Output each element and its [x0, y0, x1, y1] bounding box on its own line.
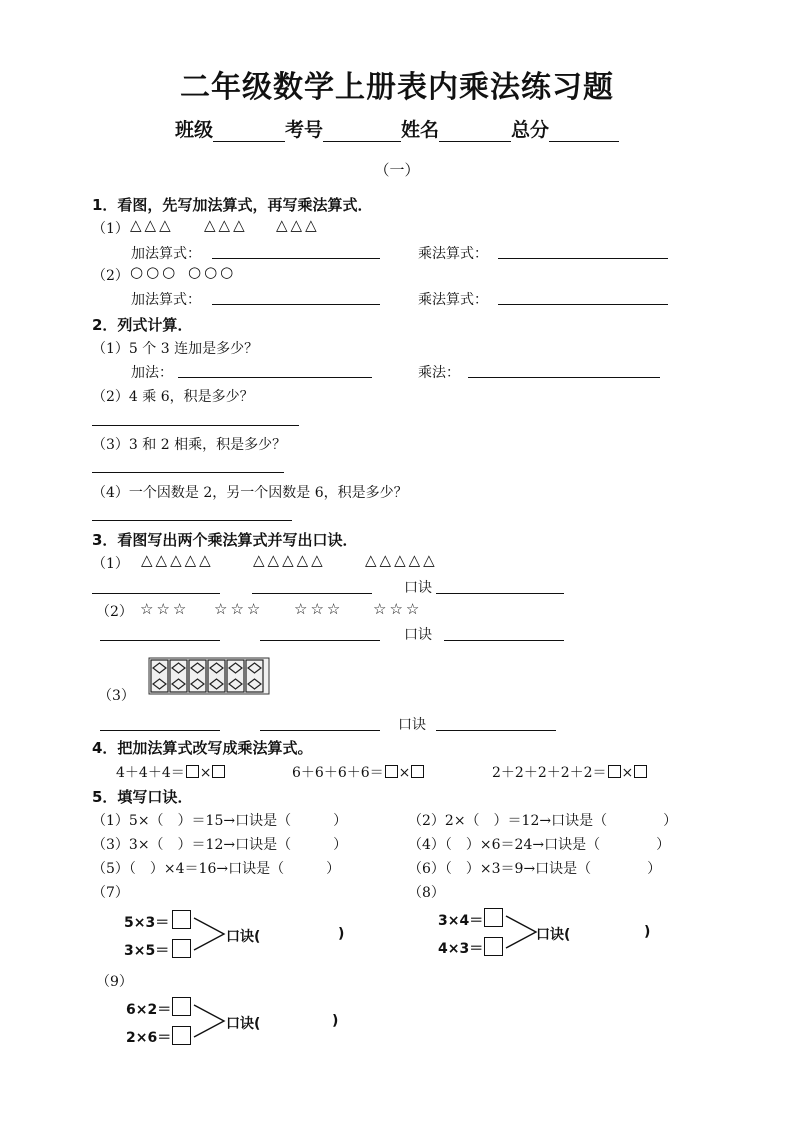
s3-q2-label: （2）: [96, 604, 133, 620]
section-2-heading: 2．列式计算．: [92, 316, 193, 334]
s3-q2-stars-b: ☆☆☆: [214, 600, 264, 618]
s1-q1-mul-blank[interactable]: [498, 258, 668, 259]
diamond-cards-icon: [148, 657, 270, 695]
s1-q2-mul-blank[interactable]: [498, 304, 668, 305]
s3-q1-blank-1[interactable]: [92, 593, 220, 594]
s3-q2-stars-d: ☆☆☆: [373, 600, 423, 618]
s3-q2-koujue-blank[interactable]: [444, 640, 564, 641]
answer-box[interactable]: [484, 937, 503, 956]
s1-q1-add-label: 加法算式：: [131, 246, 201, 262]
times-sign: ×: [199, 765, 212, 781]
s1-q1-add-blank[interactable]: [212, 258, 380, 259]
s5-item-4: （4）（ ）×6＝24→口诀是（ ）: [408, 837, 671, 853]
s2-q3-blank[interactable]: [92, 472, 284, 473]
s2-q1-mul-label: 乘法：: [418, 365, 460, 381]
s1-q1-label: （1）: [92, 221, 129, 237]
exam-no-label: 考号: [284, 119, 323, 141]
s5-q7-diagram: [124, 910, 364, 960]
s4-item-3-text: 2＋2＋2＋2＋2＝: [492, 765, 607, 781]
answer-box[interactable]: [212, 765, 225, 778]
s1-q1-triangles-c: △△△: [276, 216, 320, 234]
s1-q1-triangles-a: △△△: [130, 216, 174, 234]
s1-q2-add-label: 加法算式：: [131, 292, 201, 308]
answer-box[interactable]: [172, 997, 191, 1016]
s5-q9-label: （9）: [96, 974, 133, 990]
s3-q1-koujue-label: 口诀: [404, 580, 432, 596]
s2-q3-text: （3）3 和 2 相乘，积是多少？: [92, 437, 287, 453]
s3-q3-koujue-blank[interactable]: [436, 730, 556, 731]
s5-item-1: （1）5×（ ）＝15→口诀是（ ）: [92, 813, 348, 829]
s5-q7-eq-2: 3×5＝: [124, 943, 170, 959]
s5-q8-koujue: 口诀(: [536, 927, 571, 943]
s3-q3-koujue-label: 口诀: [398, 717, 426, 733]
s3-q3-card-picture: [148, 657, 270, 695]
s1-q1-triangles-b: △△△: [204, 216, 248, 234]
s5-q8-eq-1: 3×4＝: [438, 913, 484, 929]
s5-q9-koujue: 口诀(: [226, 1016, 261, 1032]
s2-q1-add-blank[interactable]: [178, 377, 372, 378]
s5-q9-eq-1: 6×2＝: [126, 1002, 172, 1018]
section-5-heading: 5．填写口诀．: [92, 788, 193, 806]
section-1-heading: 1．看图，先写加法算式，再写乘法算式．: [92, 196, 373, 214]
section-4-heading: 4．把加法算式改写成乘法算式。: [92, 739, 313, 757]
times-sign: ×: [398, 765, 411, 781]
s2-q2-text: （2）4 乘 6，积是多少？: [92, 389, 254, 405]
s3-q2-koujue-label: 口诀: [404, 627, 432, 643]
s1-q2-circles-a: ○○○: [130, 263, 179, 281]
s5-item-6: （6）（ ）×3＝9→口诀是（ ）: [408, 861, 662, 877]
s4-item-2: [292, 762, 425, 782]
s5-q7-koujue-close: ): [338, 926, 345, 942]
answer-box[interactable]: [608, 765, 621, 778]
s4-item-2-text: 6＋6＋6＋6＝: [292, 765, 384, 781]
s5-q8-koujue-close: ): [644, 924, 651, 940]
s5-q7-koujue: 口诀(: [226, 929, 261, 945]
class-blank[interactable]: [213, 123, 285, 142]
s5-q9-diagram: [126, 997, 366, 1047]
s3-q3-blank-1[interactable]: [100, 730, 220, 731]
bracket-arrow-icon: [504, 914, 540, 950]
s4-item-3: [492, 762, 648, 782]
times-sign: ×: [621, 765, 634, 781]
score-label: 总分: [511, 119, 550, 141]
s5-q9-koujue-close: ): [332, 1013, 339, 1029]
s5-q8-label: （8）: [408, 885, 445, 901]
s5-q9-eq-2: 2×6＝: [126, 1030, 172, 1046]
s3-q2-stars-c: ☆☆☆: [294, 600, 344, 618]
answer-box[interactable]: [411, 765, 424, 778]
bracket-arrow-icon: [192, 1003, 228, 1039]
s2-q2-blank[interactable]: [92, 425, 299, 426]
s2-q4-blank[interactable]: [92, 520, 292, 521]
section-3-heading: 3．看图写出两个乘法算式并写出口诀．: [92, 531, 358, 549]
s1-q1-mul-label: 乘法算式：: [418, 246, 488, 262]
s3-q1-triangles-c: △△△△△: [365, 551, 438, 569]
s5-q7-label: （7）: [92, 885, 129, 901]
s1-q2-mul-label: 乘法算式：: [418, 292, 488, 308]
s5-item-2: （2）2×（ ）＝12→口诀是（ ）: [408, 813, 678, 829]
s5-item-5: （5）（ ）×4＝16→口诀是（ ）: [92, 861, 341, 877]
s2-q1-mul-blank[interactable]: [468, 377, 660, 378]
answer-box[interactable]: [186, 765, 199, 778]
s3-q3-blank-2[interactable]: [260, 730, 380, 731]
class-label: 班级: [174, 119, 213, 141]
s3-q2-stars-a: ☆☆☆: [140, 600, 190, 618]
student-info-row: [0, 115, 794, 142]
s3-q2-blank-1[interactable]: [100, 640, 220, 641]
answer-box[interactable]: [172, 939, 191, 958]
answer-box[interactable]: [172, 910, 191, 929]
s3-q3-label: （3）: [98, 688, 135, 704]
exam-no-blank[interactable]: [323, 123, 401, 142]
s2-q4-text: （4）一个因数是 2，另一个因数是 6，积是多少？: [92, 485, 408, 501]
s1-q2-label: （2）: [92, 268, 129, 284]
s3-q1-koujue-blank[interactable]: [436, 593, 564, 594]
s5-q8-eq-2: 4×3＝: [438, 941, 484, 957]
score-blank[interactable]: [549, 123, 619, 142]
name-blank[interactable]: [439, 123, 511, 142]
s3-q1-label: （1）: [92, 556, 129, 572]
s3-q1-triangles-b: △△△△△: [253, 551, 326, 569]
s3-q1-blank-2[interactable]: [252, 593, 372, 594]
answer-box[interactable]: [484, 908, 503, 927]
answer-box[interactable]: [634, 765, 647, 778]
s5-item-3: （3）3×（ ）＝12→口诀是（ ）: [92, 837, 348, 853]
name-label: 姓名: [401, 119, 440, 141]
s3-q2-blank-2[interactable]: [260, 640, 380, 641]
section-subtitle: （一）: [374, 161, 420, 179]
s1-q2-circles-b: ○○○: [188, 263, 237, 281]
s3-q1-triangles-a: △△△△△: [141, 551, 214, 569]
s5-q7-eq-1: 5×3＝: [124, 915, 170, 931]
s4-item-1: [116, 762, 226, 782]
s1-q2-add-blank[interactable]: [212, 304, 380, 305]
s4-item-1-text: 4＋4＋4＝: [116, 765, 185, 781]
s2-q1-add-label: 加法：: [131, 365, 173, 381]
answer-box[interactable]: [172, 1026, 191, 1045]
answer-box[interactable]: [385, 765, 398, 778]
s5-q8-diagram: [438, 908, 678, 958]
s2-q1-text: （1）5 个 3 连加是多少？: [92, 341, 259, 357]
page-title: 二年级数学上册表内乘法练习题: [180, 70, 614, 105]
bracket-arrow-icon: [192, 916, 228, 952]
